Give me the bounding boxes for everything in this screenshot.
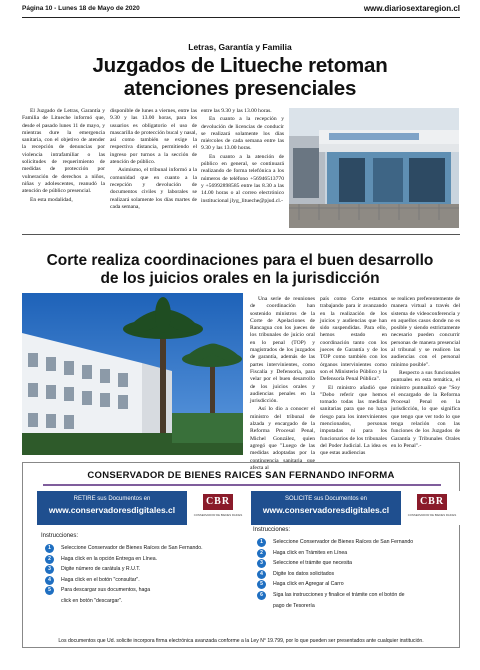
step-text: Haga click en Trámites en Línea (273, 549, 348, 556)
step-text: Haga click en la opción Entrega en Línea. (61, 555, 158, 562)
step-item (45, 554, 241, 565)
courthouse-photo (289, 108, 459, 228)
step-item (45, 585, 241, 606)
solicite-steps (257, 537, 453, 611)
paragraph: Respecto a sus funcionales puntuales en esta temática, el ministro puntualizó que "Soy el encargado de la Reforma Procesal Penal en la jurisdicción, lo que significa que tengo que ver todo lo que tenga relación con las funciones de los Juzgados de Garantía y Tribunales Orales en lo Penal".- (391, 369, 460, 449)
cbr-logo-right (403, 491, 461, 525)
paragraph: El ministro añadió que "Debo referir que hemos tomado todas las medidas sanitarias para que no haya riesgo para los intervinientes mencionados, personas imputadas ni para los funcionarios de los tribunales del Poder Judicial. La idea es que estas audiencias (320, 384, 387, 457)
paragraph: Así lo dio a conocer el ministro del tribunal de alzada y encargado de la Reforma Procesal Penal, Michel González, quien agregó que "Luego de las medidas adoptadas por la contingencia sanitaria que afecta al (250, 406, 315, 471)
page-info: Página 10 - Lunes 18 de Mayo de 2020 (22, 5, 140, 12)
step-item (45, 543, 241, 554)
right-instructions-label: Instrucciones: (253, 527, 291, 533)
article1-col1 (22, 108, 105, 204)
paragraph: En cuanto a la recepción y devolución de licencias de conducir se realizará solamente los días miércoles de cada semana entre las 9.30 y las 13.00 horas. (201, 116, 284, 152)
article2-headline-line1: Corte realiza coordinaciones para el buen desarrollo (46, 252, 434, 269)
step-text: Siga las instrucciones y finalice el trámite con el botón de (273, 591, 405, 598)
step-text: Haga click en Agregar al Carro (273, 581, 344, 588)
paragraph: país como Corte estamos trabajando para ir avanzando en la realización de los juicios y audiencias que han sido suspendidas. Para ello, hemos estado en coordinación tanto con los jueces de Garantía y de los TOP como también con los órganos intervinientes como son el Ministerio Público y la Defensoría Penal Pública". (320, 296, 387, 383)
step-text: Digite número de carátula y R.U.T. (61, 566, 141, 573)
step-item (257, 558, 453, 569)
step-number: 1 (257, 538, 266, 547)
step-text: Digite los datos solicitados (273, 570, 335, 577)
paragraph: entre las 9.30 y las 13.00 horas. (201, 108, 272, 114)
step-item (45, 564, 241, 575)
article1-headline-line1: Juzgados de Litueche retoman (92, 54, 388, 77)
section-divider (22, 234, 460, 235)
page-header (22, 4, 460, 18)
site-url[interactable]: www.diariosextaregion.cl (363, 4, 460, 13)
article1-col3 (201, 108, 284, 205)
step-number: 4 (257, 570, 266, 579)
article2-col3 (391, 296, 460, 450)
step-text: Seleccione Conservador de Bienes Raíces de San Fernando. (61, 545, 203, 551)
left-instructions-label: Instrucciones: (41, 533, 79, 539)
step-number: 4 (45, 576, 54, 585)
ad-footer: Los documentos que Ud. solicite incorpora firma electrónica avanzada conforme a la Ley N° 19.799, por lo que pueden ser presentados ante cualquier institución. (58, 638, 424, 644)
article1-kicker: Letras, Garantía y Familia (188, 42, 292, 52)
conservador-advertisement (22, 462, 460, 648)
step-text-cont: click en botón "descargar". (61, 597, 123, 604)
step-text-cont: pago de Tesorería (273, 602, 315, 609)
paragraph: El Juzgado de Letras, Garantía y Familia de Litueche informó que, desde el pasado lunes 11 de mayo, y mientras dure la emergencia sanitaria, con el objetivo de atender la recepción de denuncias por violencia intrafamiliar o las solicitudes de requerimiento de medidas de protección por vulneración de derechos a niños, niñas y adolescentes, reanudó la atención de público presencial. (22, 108, 105, 195)
article2-headline (20, 252, 460, 288)
article2-col2 (320, 296, 387, 458)
step-item (257, 548, 453, 559)
step-item (45, 575, 241, 586)
step-number: 5 (257, 580, 266, 589)
cbr-logo-sub: CONSERVADOR DE BIENES RAICES (407, 513, 457, 517)
step-text: Seleccione el trámite que necesita (273, 560, 353, 567)
step-number: 5 (45, 586, 54, 595)
solicite-banner-url[interactable]: www.conservadoresdigitales.cl (262, 505, 390, 515)
cbr-logo-mark: CBR (203, 494, 233, 510)
cbr-logo-left (189, 491, 247, 525)
step-text: Haga click en el botón "consultar". (61, 576, 140, 583)
step-number: 2 (257, 549, 266, 558)
article2-headline-line2: de los juicios orales en la jurisdicción (100, 270, 380, 287)
article1-headline-line2: atenciones presenciales (123, 77, 357, 100)
ad-title-rule (43, 484, 441, 486)
step-number: 1 (45, 544, 54, 553)
step-item (257, 537, 453, 548)
article1-col2 (110, 108, 197, 211)
step-item (257, 579, 453, 590)
step-text: Para descargar sus documentos, haga (61, 587, 151, 594)
paragraph: En cuanto a la atención de público en general, se continuará realizando de forma telefónica a los números de teléfono +56946513770 y +56992898585 entre las 8.30 a las 14.00 horas o al correo electrónico institucional jlyg_litueche@pjud.cl.- (201, 153, 284, 204)
article1-headline (20, 54, 460, 100)
article2-col1 (250, 296, 315, 472)
solicite-banner[interactable] (251, 491, 401, 525)
step-number: 2 (45, 555, 54, 564)
solicite-banner-line1: SOLICITE sus Documentos en (284, 496, 368, 502)
paragraph: Una serie de reuniones de coordinación han sostenido ministros de la Corte de Apelaciones de Rancagua con los jueces de los tribunales de juicio oral en lo penal (TOP) y magistrados de los juzgados de garantía, además de las partes intervinientes, como Fiscalía y Defensoría, para velar por el buen desarrollo de los juicios orales y audiencias penales en la jurisdicción. (250, 296, 315, 405)
retire-banner[interactable] (37, 491, 187, 525)
paragraph: En esta modalidad, (30, 196, 73, 203)
step-number: 3 (257, 559, 266, 568)
cbr-logo-sub: CONSERVADOR DE BIENES RAICES (193, 513, 243, 517)
step-item (257, 590, 453, 611)
ad-title: CONSERVADOR DE BIENES RAICES SAN FERNANDO INFORMA (87, 470, 395, 481)
step-number: 6 (257, 591, 266, 600)
paragraph: disponible de lunes a viernes, entre las 9.30 y las 13.00 horas, para los usuarios es obligatorio el uso de mascarilla de protección bucal y nasal, así como también se exige la respectiva distancia, permitiendo el ingreso por turnos a la sección de atención de público. (110, 108, 197, 166)
retire-banner-line1: RETIRE sus Documentos en (73, 496, 151, 502)
paragraph: se realicen preferentemente de manera virtual a través del sistema de videoconferencia y en aquellos casos donde no es posible y siendo estrictamente necesario pueden concurrir personas de manera presencial al tribunal y se realicen las audiencias con el personal mínimo posible". (391, 296, 460, 368)
step-number: 3 (45, 565, 54, 574)
cbr-logo-mark: CBR (417, 494, 447, 510)
step-item (257, 569, 453, 580)
paragraph: Asimismo, el tribunal informó a la comunidad que en cuanto a la recepción y devolución de documentos civiles y laborales se realizará solamente los días martes de cada semana, (110, 167, 197, 210)
retire-steps (45, 543, 241, 607)
retire-banner-url[interactable]: www.conservadoresdigitales.cl (48, 505, 176, 515)
step-text: Seleccione Conservador de Bienes Raíces de San Fernando (273, 539, 414, 545)
court-building-photo (22, 293, 243, 455)
